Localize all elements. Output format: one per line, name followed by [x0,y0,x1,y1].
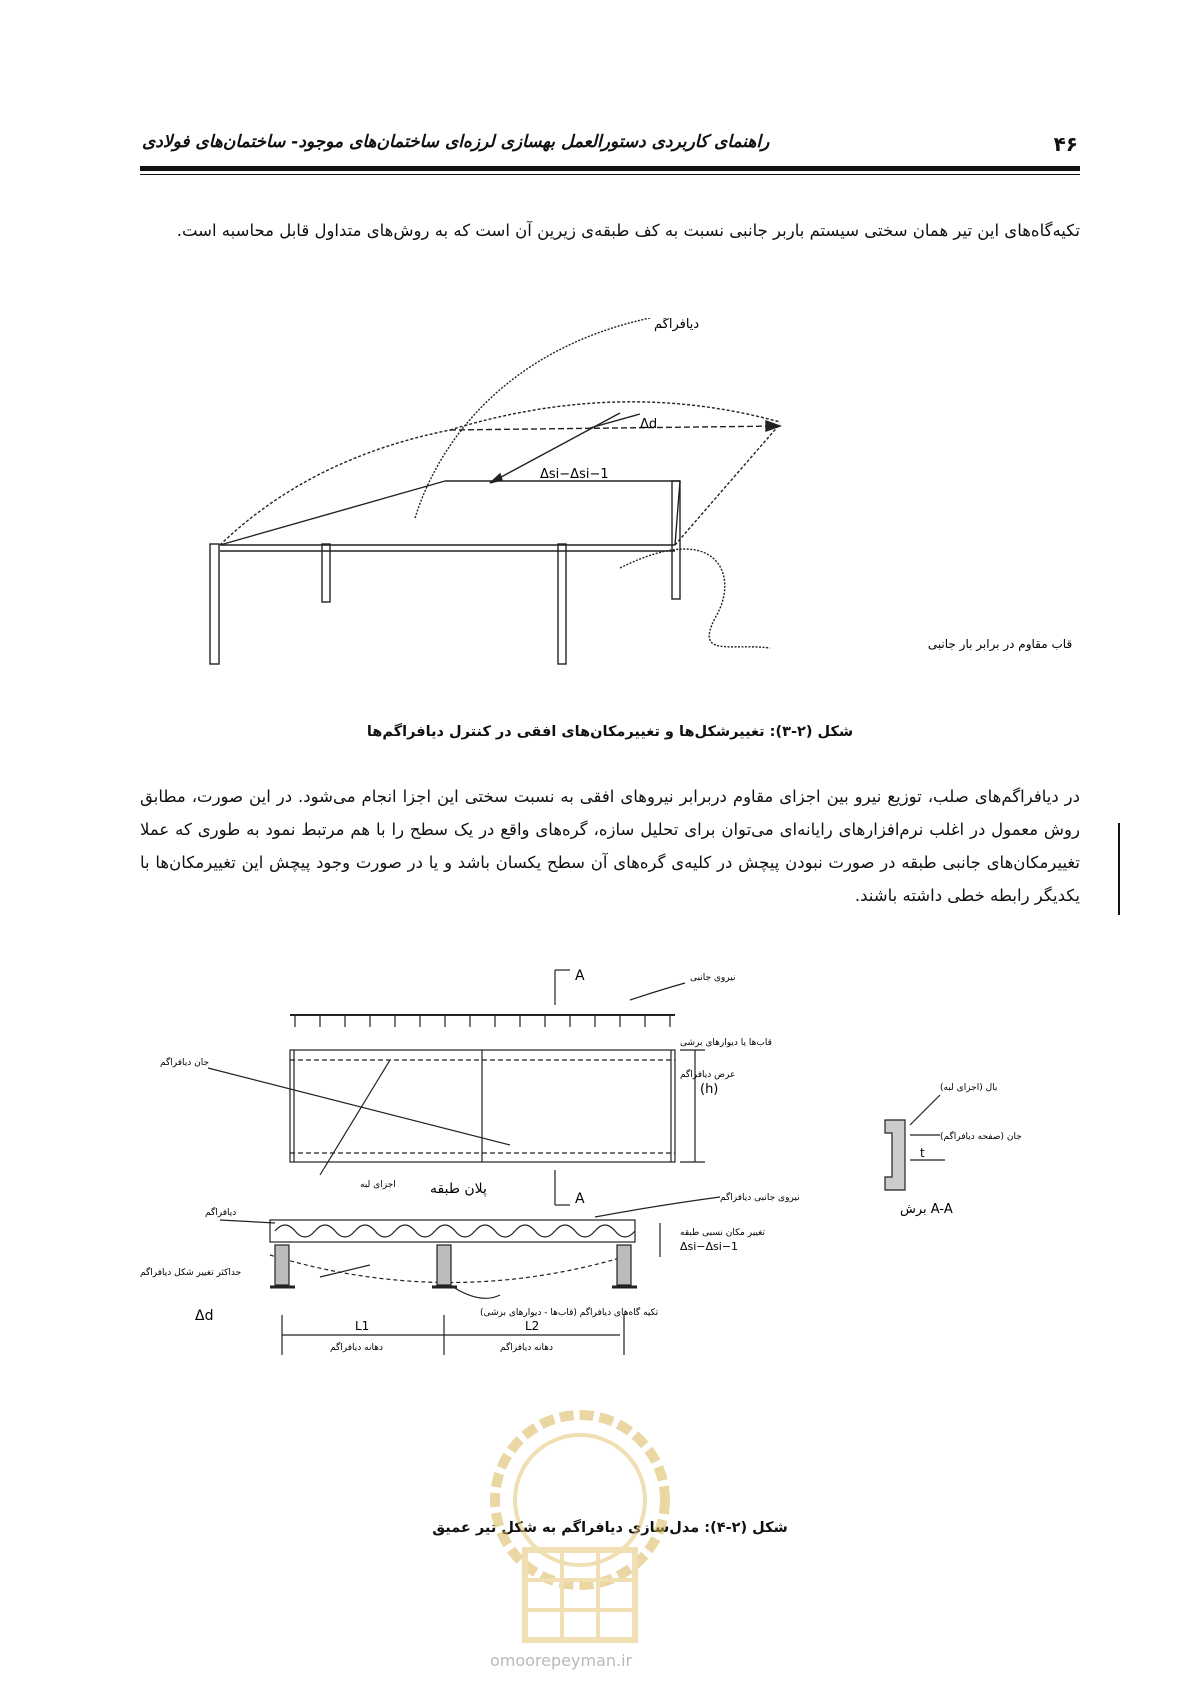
fig2-label-L1: L1 [355,1319,370,1333]
running-title: راهنمای کاربردی دستورالعمل بهسازی لرزه‌ای ساختمان‌های موجود- ساختمان‌های فولادی [142,132,770,152]
fig1-label-delta-d: Δd [640,417,658,432]
fig2-label-delta-d: Δd [195,1308,214,1324]
page-header [140,122,1080,166]
fig2-label-inertial-force: نیروی جانبی دیافراگم [720,1193,800,1203]
page-number: ۴۶ [1053,132,1078,156]
watermark-logo-icon [470,1400,690,1660]
watermark-text: omoorepeyman.ir [490,1651,633,1670]
fig2-label-frames-walls: قاب‌ها یا دیوارهای برشی [680,1038,772,1048]
fig2-label-section: برش A-A [900,1202,953,1217]
fig2-section-mark-bottom: A [575,1191,585,1207]
fig2-label-t: t [920,1146,925,1160]
fig2-label-L2: L2 [525,1319,540,1333]
fig2-section-mark-top: A [575,968,585,984]
fig2-label-delta-s: Δsi−Δsi−1 [680,1240,739,1253]
fig1-label-delta-s: Δsi−Δsi−1 [540,467,609,482]
fig2-label-width: عرض دیافراگم [680,1070,736,1080]
fig2-label-supports: تکیه گاه‌های دیافراگم (قاب‌ها - دیوارهای برشی) [480,1308,659,1318]
fig2-label-diaphragm: دیافراگم [205,1208,237,1218]
fig2-label-web-plate: جان (صفحه دیافراگم) [940,1132,1022,1142]
fig2-label-max-deformation: حداکثر تغییر شکل دیافراگم [140,1268,242,1278]
fig2-label-floor-plan: پلان طبقه [430,1181,487,1197]
paragraph-1: تکیه‌گاه‌های این تیر همان سختی سیستم باربر جانبی نسبت به کف طبقه‌ی زیرین آن است که به روش‌های متداول قابل محاسبه است. [176,221,1080,240]
fig2-springs [270,1245,637,1287]
figure-diaphragm-deformation [200,318,1100,718]
figure1-caption: شکل (۲-۳): تغییرشکل‌ها و تغییرمکان‌های افقی در کنترل دیافراگم‌ها [366,724,854,740]
fig2-label-edge-members: اجزای لبه [360,1180,396,1190]
fig1-label-diaphragm: دیافراگم [654,318,700,332]
fig2-label-flange: بال (اجزای لبه) [940,1083,998,1093]
fig2-label-web: جان دیافراگم [160,1058,210,1068]
fig2-label-span1: دهانه دیافراگم [330,1343,383,1353]
margin-change-bar [1118,823,1120,915]
header-rule-thin [140,174,1080,175]
header-rule-thick [140,166,1080,171]
figure2-caption: شکل (۲-۴): مدل‌سازی دیافراگم به شکل تیر عمیق [432,1520,788,1536]
fig2-label-relative-disp: تغییر مکان نسبی طبقه [680,1228,765,1238]
fig2-label-h: (h) [700,1082,719,1097]
fig2-load-arrows [295,1015,670,1027]
fig1-label-frame: قاب مقاوم در برابر بار جانبی [927,637,1073,651]
paragraph-2: در دیافراگم‌های صلب، توزیع نیرو بین اجزای مقاوم دربرابر نیروهای افقی به نسبت سختی این اجزا انجام می‌شود. در این صورت، مطابق روش معمول در اغلب نرم‌افزارهای رایانه‌ای می‌توان برای تحلیل سازه، گره‌های واقع در یک سطح را با هم مرتبط نمود به طوری که عملا تغییرمکان‌های جانبی طبقه در صورت نبودن پیچش در کلیه‌ی گره‌های آن سطح یکسان باشد و یا در صورت وجود پیچش این تغییرمکان‌ها با یکدیگر رابطه خطی داشته باشند. [140,787,1080,905]
fig2-label-span2: دهانه دیافراگم [500,1343,553,1353]
fig2-label-lateral-force: نیروی جانبی [690,973,736,983]
